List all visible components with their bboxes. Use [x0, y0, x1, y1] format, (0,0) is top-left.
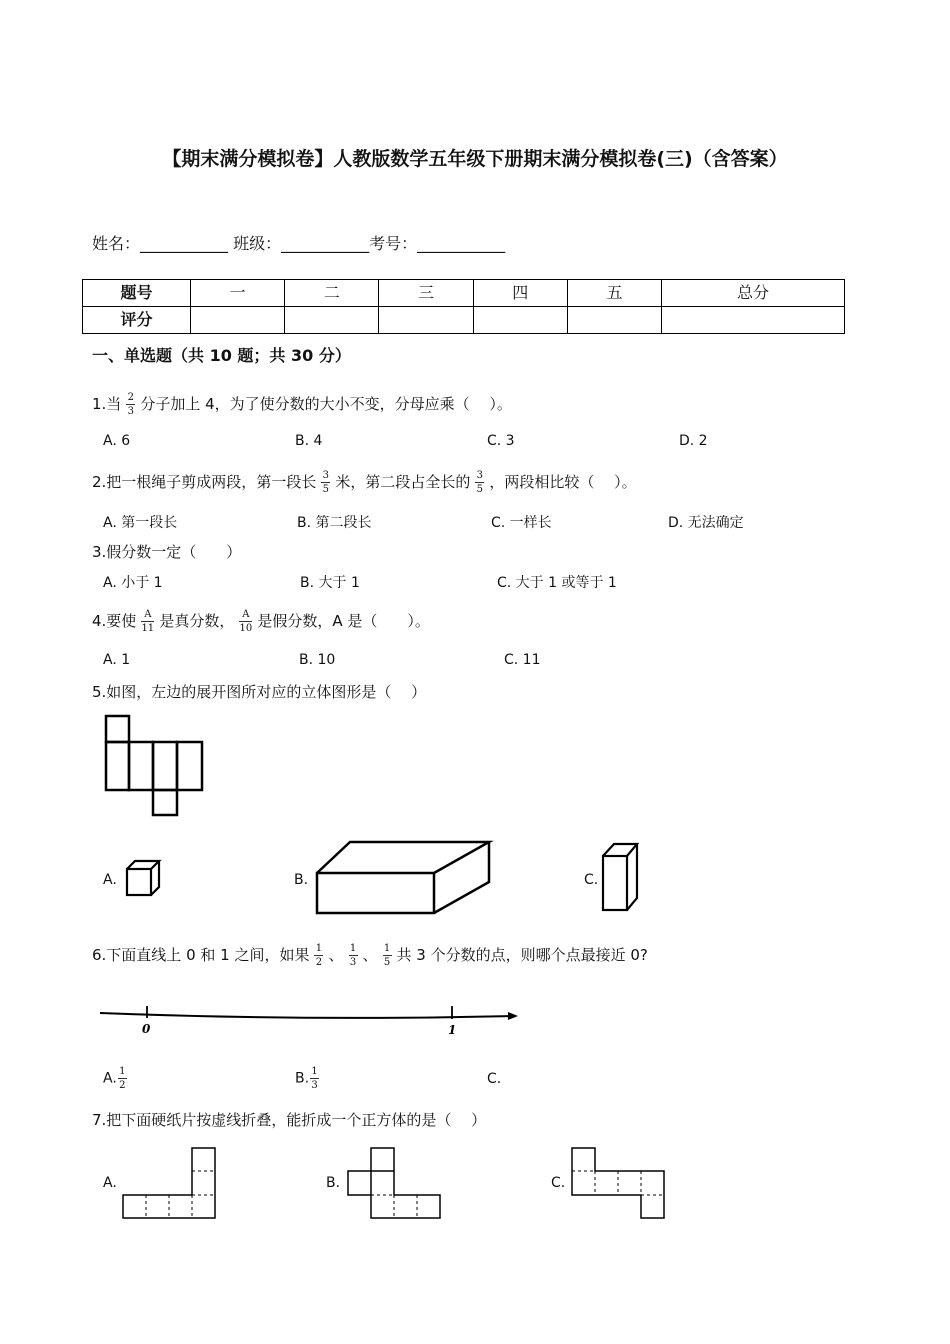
axis-label-0: 0 [142, 1022, 151, 1036]
question-text: 共 3 个分数的点，则哪个点最接近 0? [396, 946, 648, 964]
fraction [239, 609, 252, 634]
denominator: 5 [383, 957, 391, 968]
option-c[interactable]: C. 大于 1 或等于 1 [497, 575, 617, 591]
question-text: 米，第二段占全长的 [335, 473, 471, 491]
score-cell: 一 [191, 280, 285, 307]
student-info-line: 姓名：___________ 班级：___________考号：___________ [92, 234, 506, 253]
page-title: 【期末满分模拟卷】人教版数学五年级下册期末满分模拟卷(三)（含答案） [162, 148, 788, 170]
option-b[interactable]: B. 第二段长 [297, 515, 372, 531]
option-c[interactable]: C. [551, 1175, 566, 1191]
option-d[interactable]: D. 2 [679, 433, 708, 449]
net-face [177, 742, 202, 790]
option-a[interactable]: A. 第一段长 [103, 515, 178, 531]
separator: 、 [362, 946, 378, 964]
arrow-icon [508, 1012, 518, 1020]
option-b[interactable]: B. [326, 1175, 341, 1191]
denominator: 10 [239, 623, 253, 634]
option-a[interactable]: A. 小于 1 [103, 575, 163, 591]
question-2 [92, 470, 637, 495]
denominator: 3 [127, 406, 134, 417]
cube-net-figure [100, 712, 210, 820]
question-text: 2.把一根绳子剪成两段，第一段长 [92, 473, 317, 491]
score-cell: 三 [379, 280, 473, 307]
option-a[interactable]: A. [103, 872, 117, 888]
net-figure-a[interactable] [120, 1145, 220, 1221]
question-7: 7.把下面硬纸片按虚线折叠，能折成一个正方体的是（ ） [92, 1111, 487, 1129]
denominator: 2 [315, 957, 323, 968]
net-figure-c[interactable] [569, 1145, 669, 1221]
denominator: 11 [141, 623, 155, 634]
question-text: ，两段相比较（ ）。 [489, 473, 637, 491]
score-input-cell[interactable] [379, 307, 473, 334]
question-text: 是真分数， [159, 612, 235, 630]
option-b[interactable]: B. 4 [295, 433, 323, 449]
score-cell: 五 [567, 280, 661, 307]
question-5: 5.如图，左边的展开图所对应的立体图形是（ ） [92, 683, 427, 701]
numerator: 2 [127, 392, 134, 403]
question-1 [92, 392, 512, 417]
question-text: 6.下面直线上 0 和 1 之间，如果 [92, 946, 310, 964]
score-cell: 二 [285, 280, 379, 307]
option-c[interactable]: C. 11 [504, 652, 541, 668]
numerator: 3 [322, 470, 330, 481]
axis-label-1: 1 [448, 1023, 457, 1037]
score-input-cell[interactable] [567, 307, 661, 334]
option-c[interactable]: C. [584, 872, 599, 888]
question-text: 分子加上 4，为了使分数的大小不变，分母应乘（ ）。 [140, 395, 512, 413]
numerator: 1 [349, 943, 357, 954]
score-cell: 四 [473, 280, 567, 307]
fraction [126, 392, 135, 417]
fraction [314, 943, 323, 968]
option-a[interactable]: A. 1 [103, 652, 131, 668]
fraction [321, 470, 330, 495]
score-table [82, 279, 845, 334]
flat-cuboid-figure[interactable] [313, 838, 493, 918]
score-cell: 评分 [83, 307, 191, 334]
net-figure-b[interactable] [345, 1145, 445, 1221]
net-face [106, 742, 129, 790]
fraction [475, 470, 484, 495]
fraction [349, 943, 358, 968]
question-text: 是假分数，A 是（ ）。 [257, 612, 430, 630]
option-c[interactable]: C. [487, 1071, 502, 1087]
option-a[interactable] [103, 1066, 132, 1091]
option-a[interactable]: A. [103, 1175, 117, 1191]
small-cube-figure[interactable] [124, 858, 164, 898]
score-cell: 题号 [83, 280, 191, 307]
denominator: 2 [119, 1080, 126, 1091]
fraction [310, 1066, 319, 1091]
separator: 、 [328, 946, 344, 964]
section-heading: 一、单选题（共 10 题；共 30 分） [92, 346, 351, 365]
score-input-cell[interactable] [662, 307, 845, 334]
question-text: 4.要使 [92, 612, 137, 630]
numerator: 3 [476, 470, 484, 481]
net-face [153, 742, 177, 790]
score-table-header-row [83, 280, 845, 307]
numerator: 1 [119, 1066, 126, 1077]
option-label: B. [295, 1070, 310, 1087]
net-face [106, 716, 129, 742]
option-c[interactable]: C. 3 [487, 433, 515, 449]
option-d[interactable]: D. 无法确定 [668, 515, 744, 531]
question-4 [92, 609, 430, 634]
denominator: 5 [476, 484, 484, 495]
score-table-score-row [83, 307, 845, 334]
question-3: 3.假分数一定（ ） [92, 543, 242, 561]
option-c[interactable]: C. 一样长 [491, 515, 552, 531]
numerator: A [144, 609, 152, 620]
fraction [118, 1066, 127, 1091]
question-6 [92, 943, 648, 968]
numerator: A [242, 609, 250, 620]
option-b[interactable]: B. [294, 872, 309, 888]
net-face [129, 742, 153, 790]
tall-cuboid-figure[interactable] [600, 840, 642, 914]
option-a[interactable]: A. 6 [103, 433, 131, 449]
score-cell: 总分 [662, 280, 845, 307]
question-text: 1.当 [92, 395, 122, 413]
fraction [141, 609, 154, 634]
option-label: A. [103, 1070, 117, 1087]
denominator: 3 [349, 957, 357, 968]
option-b[interactable]: B. 10 [299, 652, 336, 668]
number-line [98, 1003, 523, 1037]
score-input-cell[interactable] [191, 307, 285, 334]
score-input-cell[interactable] [473, 307, 567, 334]
numerator: 1 [315, 943, 323, 954]
score-input-cell[interactable] [285, 307, 379, 334]
net-face [153, 790, 177, 815]
numerator: 1 [311, 1066, 318, 1077]
numerator: 1 [383, 943, 391, 954]
option-b[interactable]: B. 大于 1 [300, 575, 360, 591]
denominator: 5 [322, 484, 330, 495]
fraction [383, 943, 392, 968]
denominator: 3 [311, 1080, 318, 1091]
option-b[interactable] [295, 1066, 324, 1091]
